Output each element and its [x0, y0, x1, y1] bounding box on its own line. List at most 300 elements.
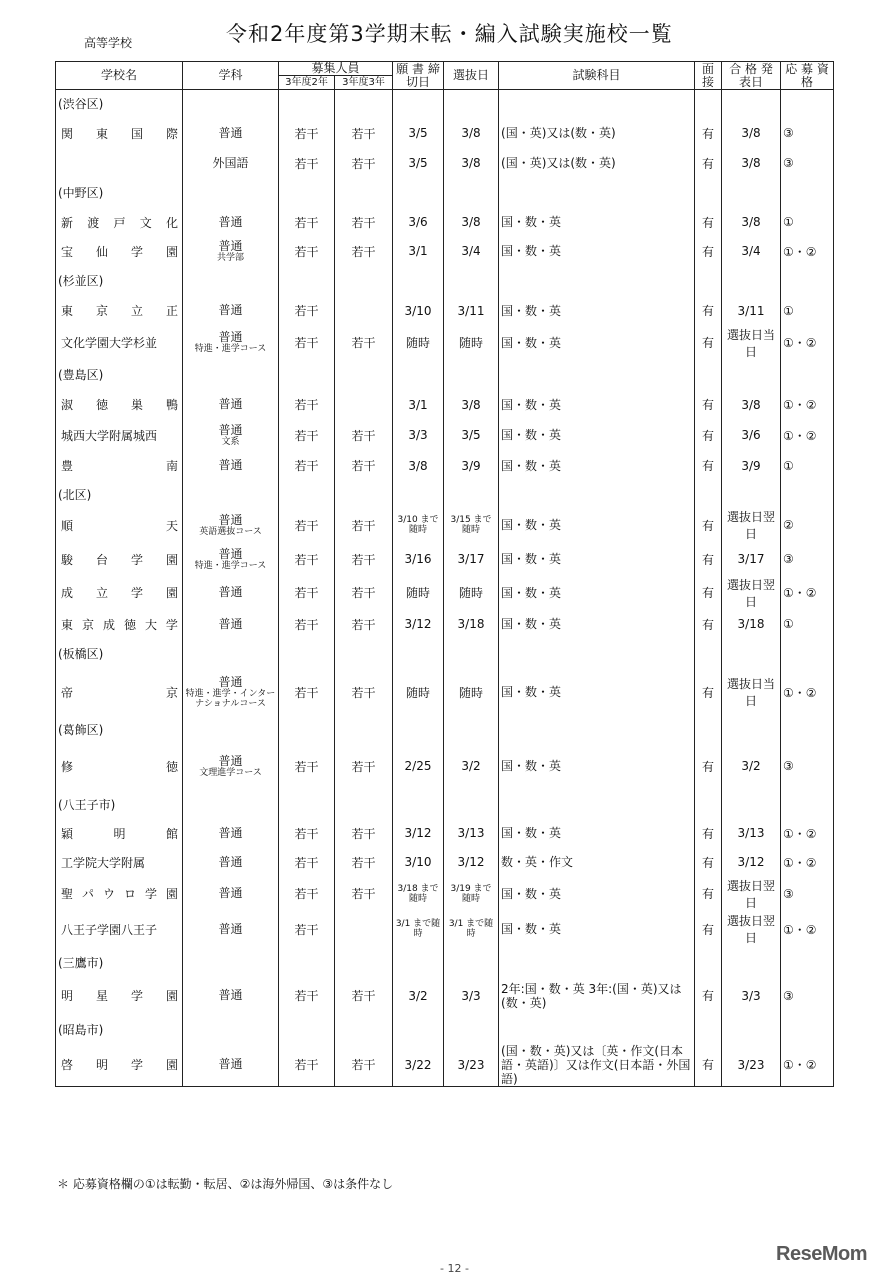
empty-cell — [722, 178, 781, 208]
dept-cell — [183, 508, 279, 543]
deadline: 3/10 — [393, 848, 444, 877]
school-name: 豊 南 — [61, 459, 178, 473]
school-name: 淑 徳 巣 鴨 — [61, 398, 178, 412]
interview: 有 — [695, 877, 722, 911]
recruit-y2: 若干 — [279, 326, 335, 360]
empty-cell — [499, 90, 695, 118]
dept-cell — [183, 326, 279, 360]
school-name: 成 立 学 園 — [61, 586, 178, 600]
header-subjects: 試験科目 — [499, 62, 695, 90]
dept-cell — [183, 610, 279, 639]
dept-name: 普通 — [218, 397, 243, 411]
resemom-logo: ReseMom — [776, 1243, 867, 1265]
qualification: ③ — [781, 743, 834, 790]
exam-subjects: 国・数・英 — [499, 669, 695, 716]
ward-label: (葛飾区) — [56, 716, 183, 743]
school-name: 八王子学園八王子 — [61, 922, 158, 937]
empty-cell — [335, 639, 393, 669]
header-deadline: 願 書 締切日 — [393, 62, 444, 90]
exam-subjects: 国・数・英 — [499, 911, 695, 948]
recruit-y2: 若干 — [279, 669, 335, 716]
exam-subjects: 国・数・英 — [499, 877, 695, 911]
empty-cell — [335, 178, 393, 208]
table-row — [56, 669, 834, 716]
ward-label: (豊島区) — [56, 360, 183, 390]
empty-cell — [444, 716, 499, 743]
recruit-y3 — [335, 911, 393, 948]
announce-date: 3/8 — [722, 208, 781, 237]
exam-subjects: 国・数・英 — [499, 390, 695, 420]
qualification: ①・② — [781, 848, 834, 877]
qualification: ①・② — [781, 326, 834, 360]
empty-cell — [722, 360, 781, 390]
exam-subjects: 国・数・英 — [499, 296, 695, 326]
dept-cell — [183, 669, 279, 716]
empty-cell — [695, 790, 722, 819]
empty-cell — [183, 716, 279, 743]
school-name: 聖 パ ウ ロ 学 園 — [61, 887, 178, 901]
page-title: 令和2年度第3学期末転・編入試験実施校一覧 — [226, 22, 673, 46]
empty-cell — [183, 948, 279, 977]
school-name: 宝 仙 学 園 — [61, 244, 178, 259]
qualification: ② — [781, 508, 834, 543]
recruit-y3: 若干 — [335, 1044, 393, 1087]
announce-date: 3/3 — [722, 977, 781, 1015]
recruit-y3: 若干 — [335, 149, 393, 178]
interview: 有 — [695, 848, 722, 877]
empty-cell — [781, 266, 834, 296]
table-row — [56, 576, 834, 610]
recruit-y2: 若干 — [279, 819, 335, 848]
school-name: 工学院大学附属 — [61, 855, 146, 870]
school-name-cell — [56, 420, 183, 451]
qualification: ①・② — [781, 819, 834, 848]
exam-date: 随時 — [444, 326, 499, 360]
deadline: 随時 — [393, 669, 444, 716]
qualification: ③ — [781, 877, 834, 911]
table-row — [56, 296, 834, 326]
recruit-y3: 若干 — [335, 977, 393, 1015]
empty-cell — [393, 178, 444, 208]
interview: 有 — [695, 237, 722, 266]
empty-cell — [781, 178, 834, 208]
deadline: 3/1 まで随時 — [393, 911, 444, 948]
exam-date: 3/3 — [444, 977, 499, 1015]
empty-cell — [722, 481, 781, 508]
empty-cell — [279, 481, 335, 508]
ward-row — [56, 481, 834, 508]
school-name: 城西大学附属城西 — [61, 428, 158, 443]
dept-course: 共学部 — [216, 252, 244, 263]
deadline: 3/12 — [393, 610, 444, 639]
announce-date: 選抜日当日 — [722, 669, 781, 716]
empty-cell — [393, 266, 444, 296]
empty-cell — [499, 481, 695, 508]
empty-cell — [722, 790, 781, 819]
ward-row — [56, 1015, 834, 1044]
dept-name: 普通 — [218, 546, 243, 561]
school-name-cell — [56, 877, 183, 911]
dept-name: 普通 — [218, 616, 243, 631]
empty-cell — [335, 266, 393, 296]
interview: 有 — [695, 911, 722, 948]
recruit-y3 — [335, 390, 393, 420]
school-name: 帝 京 — [61, 685, 178, 700]
table-row — [56, 508, 834, 543]
ward-row — [56, 948, 834, 977]
empty-cell — [781, 639, 834, 669]
interview: 有 — [695, 118, 722, 149]
qualification: ③ — [781, 118, 834, 149]
empty-cell — [695, 481, 722, 508]
recruit-y3: 若干 — [335, 543, 393, 576]
ward-row — [56, 360, 834, 390]
deadline: 2/25 — [393, 743, 444, 790]
empty-cell — [781, 90, 834, 118]
recruit-y2: 若干 — [279, 149, 335, 178]
recruit-y2: 若干 — [279, 390, 335, 420]
empty-cell — [279, 716, 335, 743]
dept-name: 普通 — [218, 988, 243, 1002]
table-row — [56, 326, 834, 360]
deadline: 3/8 — [393, 451, 444, 481]
school-name-cell — [56, 610, 183, 639]
table-row — [56, 543, 834, 576]
exam-subjects: (国・英)又は(数・英) — [499, 149, 695, 178]
exam-subjects: 国・数・英 — [499, 326, 695, 360]
empty-cell — [444, 178, 499, 208]
recruit-y3: 若干 — [335, 420, 393, 451]
school-name-cell — [56, 743, 183, 790]
school-name-cell — [56, 118, 183, 149]
dept-cell — [183, 543, 279, 576]
exam-date: 3/8 — [444, 208, 499, 237]
exam-date: 3/17 — [444, 543, 499, 576]
exam-date: 3/11 — [444, 296, 499, 326]
empty-cell — [183, 266, 279, 296]
header-recruit-y3: 3年度3年 — [335, 76, 393, 90]
school-name-cell — [56, 576, 183, 610]
exam-subjects: 国・数・英 — [499, 451, 695, 481]
empty-cell — [444, 790, 499, 819]
interview: 有 — [695, 149, 722, 178]
recruit-y2: 若干 — [279, 977, 335, 1015]
dept-name: 普通 — [218, 886, 243, 900]
interview: 有 — [695, 508, 722, 543]
exam-subjects: 国・数・英 — [499, 610, 695, 639]
empty-cell — [499, 716, 695, 743]
header-recruit-y2: 3年度2年 — [279, 76, 335, 90]
recruit-y3: 若干 — [335, 508, 393, 543]
recruit-y2: 若干 — [279, 1044, 335, 1087]
announce-date: 3/18 — [722, 610, 781, 639]
empty-cell — [499, 790, 695, 819]
dept-name: 普通 — [218, 753, 243, 768]
ward-row — [56, 90, 834, 118]
announce-date: 3/23 — [722, 1044, 781, 1087]
school-name-cell — [56, 451, 183, 481]
recruit-y2: 若干 — [279, 508, 335, 543]
recruit-y3: 若干 — [335, 208, 393, 237]
empty-cell — [393, 948, 444, 977]
empty-cell — [335, 948, 393, 977]
dept-name: 普通 — [218, 125, 243, 140]
empty-cell — [781, 1015, 834, 1044]
dept-name: 普通 — [218, 921, 243, 936]
empty-cell — [444, 481, 499, 508]
header-interview: 面接 — [695, 62, 722, 90]
empty-cell — [444, 639, 499, 669]
recruit-y3: 若干 — [335, 326, 393, 360]
exam-date: 随時 — [444, 576, 499, 610]
exam-subjects: (国・数・英)又は〔英・作文(日本語・英語)〕又は作文(日本語・外国語) — [499, 1044, 695, 1087]
header-qualification: 応 募 資 格 — [781, 62, 834, 90]
school-name-cell — [56, 848, 183, 877]
announce-date: 選抜日翌日 — [722, 508, 781, 543]
header-school: 学校名 — [56, 62, 183, 90]
table-row — [56, 451, 834, 481]
announce-date: 3/4 — [722, 237, 781, 266]
empty-cell — [781, 790, 834, 819]
exam-date: 3/1 まで随時 — [444, 911, 499, 948]
recruit-y2: 若干 — [279, 451, 335, 481]
exam-date: 3/2 — [444, 743, 499, 790]
table-row — [56, 237, 834, 266]
announce-date: 3/13 — [722, 819, 781, 848]
qualification: ①・② — [781, 390, 834, 420]
table-row — [56, 877, 834, 911]
dept-cell — [183, 451, 279, 481]
dept-cell — [183, 1044, 279, 1087]
school-name: 東 京 立 正 — [61, 304, 178, 318]
dept-course: 英語選抜コース — [199, 526, 262, 537]
empty-cell — [279, 948, 335, 977]
school-name: 穎 明 館 — [61, 826, 178, 841]
table-row — [56, 610, 834, 639]
dept-cell — [183, 743, 279, 790]
empty-cell — [335, 1015, 393, 1044]
table-row — [56, 743, 834, 790]
exam-date: 随時 — [444, 669, 499, 716]
interview: 有 — [695, 208, 722, 237]
dept-name: 普通 — [218, 303, 243, 317]
exam-date: 3/18 — [444, 610, 499, 639]
exam-date: 3/8 — [444, 390, 499, 420]
announce-date: 3/9 — [722, 451, 781, 481]
school-name-cell — [56, 326, 183, 360]
empty-cell — [183, 639, 279, 669]
empty-cell — [722, 90, 781, 118]
recruit-y2: 若干 — [279, 296, 335, 326]
school-name-cell — [56, 390, 183, 420]
interview: 有 — [695, 296, 722, 326]
exam-subjects: 国・数・英 — [499, 420, 695, 451]
recruit-y3: 若干 — [335, 669, 393, 716]
empty-cell — [695, 360, 722, 390]
dept-name: 普通 — [218, 585, 243, 599]
footnote: ＊ 応募資格欄の①は転勤・転居、②は海外帰国、③は条件なし — [57, 1177, 394, 1191]
school-name-cell — [56, 237, 183, 266]
school-name-cell — [56, 977, 183, 1015]
deadline: 随時 — [393, 576, 444, 610]
empty-cell — [183, 178, 279, 208]
empty-cell — [722, 948, 781, 977]
dept-name: 普通 — [218, 1057, 243, 1071]
ward-label: (北区) — [56, 481, 183, 508]
table-row — [56, 390, 834, 420]
header-exam-date: 選抜日 — [444, 62, 499, 90]
empty-cell — [393, 90, 444, 118]
school-name: 啓 明 学 園 — [61, 1058, 178, 1072]
interview: 有 — [695, 1044, 722, 1087]
empty-cell — [781, 360, 834, 390]
recruit-y2: 若干 — [279, 543, 335, 576]
empty-cell — [279, 178, 335, 208]
empty-cell — [695, 90, 722, 118]
empty-cell — [393, 716, 444, 743]
recruit-y3: 若干 — [335, 848, 393, 877]
empty-cell — [335, 716, 393, 743]
school-name: 東 京 成 徳 大 学 — [61, 617, 178, 632]
qualification: ①・② — [781, 669, 834, 716]
empty-cell — [393, 481, 444, 508]
empty-cell — [183, 481, 279, 508]
dept-name: 普通 — [218, 674, 243, 689]
school-name: 関 東 国 際 — [61, 126, 178, 141]
interview: 有 — [695, 543, 722, 576]
exam-subjects: 国・数・英 — [499, 543, 695, 576]
empty-cell — [444, 360, 499, 390]
interview: 有 — [695, 819, 722, 848]
empty-cell — [695, 948, 722, 977]
empty-cell — [183, 790, 279, 819]
header-recruit: 募集人員 — [279, 62, 393, 76]
ward-row — [56, 178, 834, 208]
exam-date: 3/8 — [444, 118, 499, 149]
exam-subjects: 国・数・英 — [499, 208, 695, 237]
deadline: 3/22 — [393, 1044, 444, 1087]
exam-date: 3/12 — [444, 848, 499, 877]
interview: 有 — [695, 420, 722, 451]
school-name: 修 徳 — [61, 759, 178, 774]
dept-cell — [183, 118, 279, 149]
recruit-y2: 若干 — [279, 848, 335, 877]
recruit-y2: 若干 — [279, 118, 335, 149]
dept-cell — [183, 237, 279, 266]
recruit-y3: 若干 — [335, 451, 393, 481]
ward-label: (板橋区) — [56, 639, 183, 669]
exam-subjects: 国・数・英 — [499, 743, 695, 790]
announce-date: 3/8 — [722, 149, 781, 178]
recruit-y3: 若干 — [335, 118, 393, 149]
empty-cell — [393, 639, 444, 669]
ward-label: (中野区) — [56, 178, 183, 208]
header-announce: 合 格 発表日 — [722, 62, 781, 90]
table-row — [56, 208, 834, 237]
empty-cell — [335, 790, 393, 819]
school-name: 順 天 — [61, 518, 178, 533]
ward-label: (三鷹市) — [56, 948, 183, 977]
exam-date: 3/8 — [444, 149, 499, 178]
deadline: 3/1 — [393, 237, 444, 266]
empty-cell — [722, 266, 781, 296]
empty-cell — [393, 1015, 444, 1044]
empty-cell — [499, 1015, 695, 1044]
empty-cell — [279, 90, 335, 118]
interview: 有 — [695, 390, 722, 420]
dept-name: 普通 — [218, 238, 243, 253]
dept-course: 特進・進学・インターナショナルコース — [185, 688, 276, 709]
recruit-y3: 若干 — [335, 877, 393, 911]
deadline: 3/5 — [393, 149, 444, 178]
qualification: ①・② — [781, 420, 834, 451]
dept-cell — [183, 819, 279, 848]
school-name-cell — [56, 149, 183, 178]
dept-cell — [183, 576, 279, 610]
empty-cell — [781, 481, 834, 508]
school-name-cell — [56, 1044, 183, 1087]
deadline: 3/2 — [393, 977, 444, 1015]
dept-name: 普通 — [218, 854, 243, 869]
school-name: 文化学園大学杉並 — [61, 336, 158, 350]
exam-date: 3/19 まで随時 — [444, 877, 499, 911]
school-name-cell — [56, 208, 183, 237]
exam-date: 3/5 — [444, 420, 499, 451]
recruit-y2: 若干 — [279, 237, 335, 266]
empty-cell — [499, 360, 695, 390]
school-name: 駿 台 学 園 — [61, 552, 178, 567]
dept-course: 特進・進学コース — [194, 560, 267, 571]
empty-cell — [695, 716, 722, 743]
table-row — [56, 848, 834, 877]
empty-cell — [695, 1015, 722, 1044]
announce-date: 選抜日翌日 — [722, 877, 781, 911]
interview: 有 — [695, 576, 722, 610]
dept-cell — [183, 877, 279, 911]
deadline: 3/16 — [393, 543, 444, 576]
qualification: ③ — [781, 149, 834, 178]
deadline: 3/12 — [393, 819, 444, 848]
empty-cell — [695, 266, 722, 296]
empty-cell — [781, 716, 834, 743]
ward-label: (八王子市) — [56, 790, 183, 819]
empty-cell — [444, 948, 499, 977]
interview: 有 — [695, 326, 722, 360]
empty-cell — [279, 360, 335, 390]
schools-table — [55, 61, 834, 1087]
qualification: ①・② — [781, 1044, 834, 1087]
empty-cell — [279, 1015, 335, 1044]
empty-cell — [335, 360, 393, 390]
dept-cell — [183, 390, 279, 420]
announce-date: 選抜日当日 — [722, 326, 781, 360]
header-dept: 学科 — [183, 62, 279, 90]
announce-date: 3/12 — [722, 848, 781, 877]
empty-cell — [499, 266, 695, 296]
empty-cell — [279, 639, 335, 669]
empty-cell — [183, 1015, 279, 1044]
empty-cell — [393, 790, 444, 819]
dept-cell — [183, 911, 279, 948]
school-type-label: 高等学校 — [84, 36, 133, 50]
table-row — [56, 911, 834, 948]
deadline: 随時 — [393, 326, 444, 360]
exam-date: 3/15 まで随時 — [444, 508, 499, 543]
exam-subjects: 数・英・作文 — [499, 848, 695, 877]
ward-row — [56, 266, 834, 296]
exam-subjects: 国・数・英 — [499, 508, 695, 543]
ward-row — [56, 716, 834, 743]
